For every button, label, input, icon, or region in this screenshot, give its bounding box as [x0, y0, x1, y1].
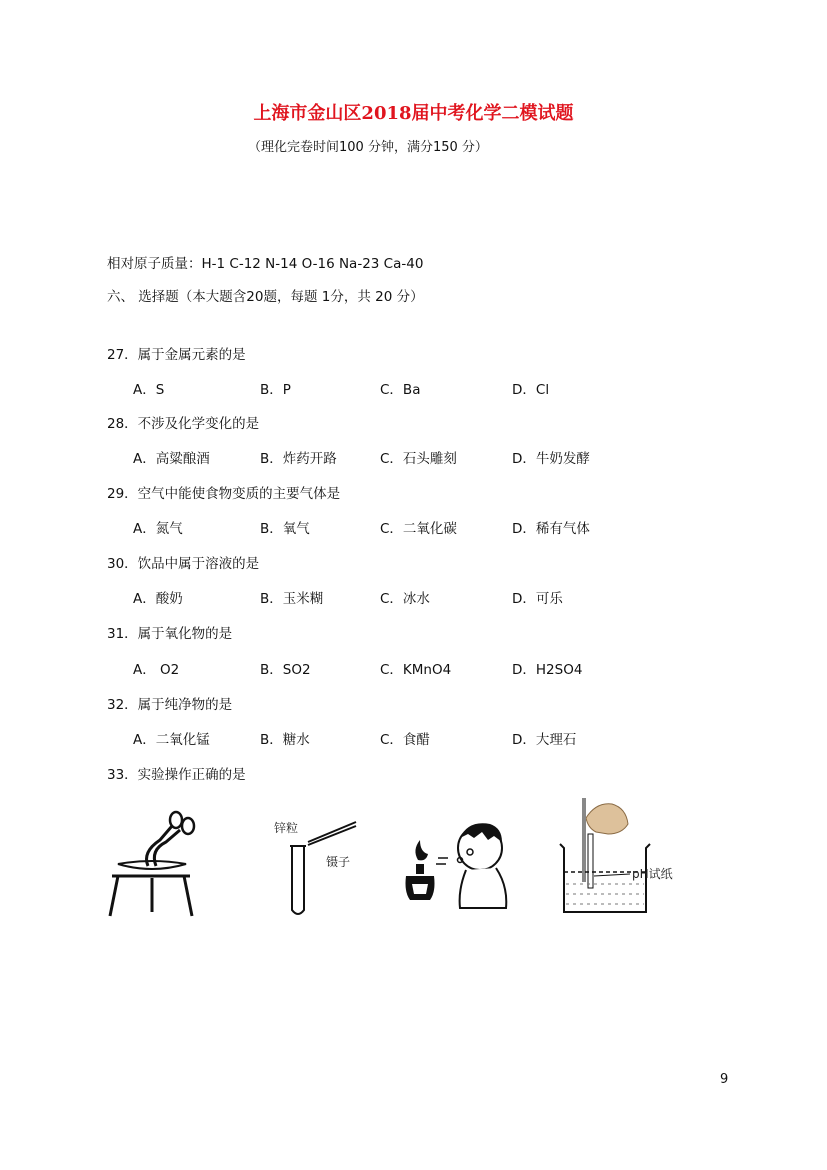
- option-b: B．炸药开路: [260, 451, 337, 467]
- question-stem: 28．不涉及化学变化的是: [107, 416, 260, 432]
- option-c: C．石头雕刻: [380, 451, 457, 467]
- question-stem: 32．属于纯净物的是: [107, 697, 233, 713]
- option-a: A．S: [133, 382, 165, 398]
- option-a: A．氮气: [133, 521, 183, 537]
- tweezers-label: 镊子: [326, 855, 351, 869]
- exam-info: （理化完卷时间100 分钟，满分150 分）: [248, 140, 488, 155]
- zinc-granule-label: 锌粒: [274, 821, 299, 835]
- question-stem: 29．空气中能使食物变质的主要气体是: [107, 486, 341, 502]
- page-title: 上海市金山区2018届中考化学二模试题: [253, 103, 574, 124]
- test-tube-zinc-figure: [268, 812, 368, 922]
- question-stem: 31．属于氧化物的是: [107, 626, 233, 642]
- tripod-crucible-figure: [100, 808, 202, 920]
- option-c: C．KMnO4: [380, 662, 452, 678]
- option-b: B．玉米糊: [260, 591, 324, 607]
- option-d: D．稀有气体: [512, 521, 590, 537]
- option-c: C．二氧化碳: [380, 521, 457, 537]
- option-a: A．二氧化锰: [133, 732, 210, 748]
- option-c: C．食醋: [380, 732, 430, 748]
- question-stem: 27．属于金属元素的是: [107, 347, 246, 363]
- option-d: D．H2SO4: [512, 662, 583, 678]
- option-a: A．酸奶: [133, 591, 183, 607]
- option-b: B．SO2: [260, 662, 311, 678]
- option-d: D．Cl: [512, 382, 550, 398]
- atomic-masses: 相对原子质量：H-1 C-12 N-14 O-16 Na-23 Ca-40: [107, 256, 424, 272]
- option-a: A．高粱酿酒: [133, 451, 210, 467]
- option-b: B．糖水: [260, 732, 310, 748]
- blowing-lamp-figure: [398, 810, 516, 910]
- option-b: B．P: [260, 382, 291, 398]
- page-number: 9: [720, 1072, 729, 1087]
- option-c: C．Ba: [380, 382, 421, 398]
- option-b: B．氧气: [260, 521, 310, 537]
- option-d: D．大理石: [512, 732, 577, 748]
- section-header: 六、 选择题（本大题含20题，每题 1分，共 20 分）: [107, 289, 424, 305]
- option-a: A． O2: [133, 662, 180, 678]
- option-d: D．可乐: [512, 591, 563, 607]
- ph-paper-beaker-figure: [556, 794, 686, 918]
- question-stem: 33．实验操作正确的是: [107, 767, 246, 783]
- option-c: C．冰水: [380, 591, 430, 607]
- question-stem: 30．饮品中属于溶液的是: [107, 556, 260, 572]
- option-d: D．牛奶发酵: [512, 451, 590, 467]
- ph-paper-label: pH试纸: [632, 867, 673, 881]
